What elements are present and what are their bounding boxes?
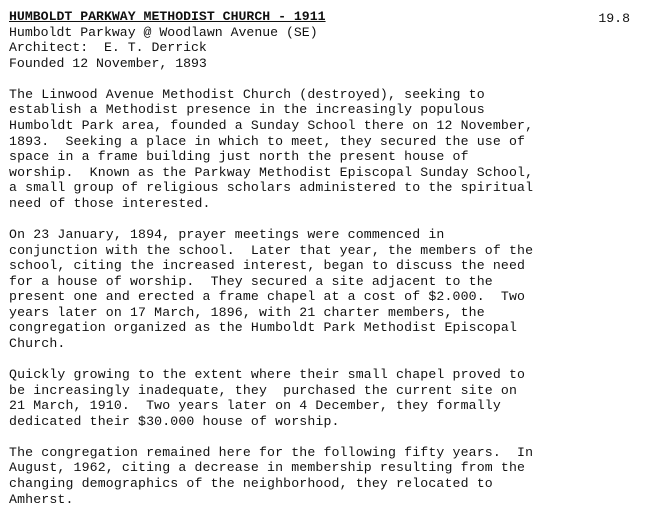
document-page <box>9 9 639 507</box>
paragraph-line: The congregation remained here for the following fifty years. In <box>9 444 534 460</box>
paragraph-line: present one and erected a frame chapel at a cost of $2.000. Two <box>9 289 526 305</box>
paragraph-line: space in a frame building just north the present house of <box>9 149 469 165</box>
paragraph-line: worship. Known as the Parkway Methodist Episcopal Sunday School, <box>9 164 534 180</box>
paragraph-line: need of those interested. <box>9 195 211 211</box>
paragraph-line: 1893. Seeking a place in which to meet, they secured the use of <box>9 133 526 149</box>
paragraph-line: be increasingly inadequate, they purchased the current site on <box>9 382 518 398</box>
paragraph-line: a small group of religious scholars administered to the spiritual <box>9 180 534 196</box>
paragraph-line: On 23 January, 1894, prayer meetings were commenced in <box>9 226 445 242</box>
document-title: HUMBOLDT PARKWAY METHODIST CHURCH - 1911 <box>9 9 326 24</box>
paragraph-line: dedicated their $30.000 house of worship. <box>9 413 340 429</box>
architect-line: Architect: E. T. Derrick <box>9 40 207 56</box>
page-number: 19.8 <box>598 11 630 26</box>
paragraph-line: changing demographics of the neighborhood, they relocated to <box>9 476 493 491</box>
paragraph-line: 21 March, 1910. Two years later on 4 December, they formally <box>9 398 501 414</box>
paragraph-4 <box>9 445 639 507</box>
paragraph-line: congregation organized as the Humboldt Park Methodist Episcopal <box>9 320 518 336</box>
paragraph-line: establish a Methodist presence in the increasingly populous <box>9 102 485 118</box>
document-header <box>9 9 639 71</box>
paragraph-line: conjunction with the school. Later that year, the members of the <box>9 242 534 258</box>
paragraph-line: August, 1962, citing a decrease in membership resulting from the <box>9 460 526 476</box>
paragraph-line: years later on 17 March, 1896, with 21 charter members, the <box>9 304 485 320</box>
paragraph-line: Quickly growing to the extent where their small chapel proved to <box>9 367 526 383</box>
paragraph-line: Humboldt Park area, founded a Sunday School there on 12 November, <box>9 117 534 133</box>
paragraph-1 <box>9 87 639 212</box>
paragraph-3 <box>9 367 639 429</box>
paragraph-line: Church. <box>9 336 66 352</box>
founded-line: Founded 12 November, 1893 <box>9 55 207 71</box>
paragraph-line: for a house of worship. They secured a site adjacent to the <box>9 273 493 289</box>
paragraph-2 <box>9 227 639 352</box>
paragraph-line: school, citing the increased interest, began to discuss the need <box>9 258 526 274</box>
paragraph-line: Amherst. <box>9 491 74 507</box>
paragraph-line: The Linwood Avenue Methodist Church (destroyed), seeking to <box>9 86 485 102</box>
address-line: Humboldt Parkway @ Woodlawn Avenue (SE) <box>9 24 318 40</box>
